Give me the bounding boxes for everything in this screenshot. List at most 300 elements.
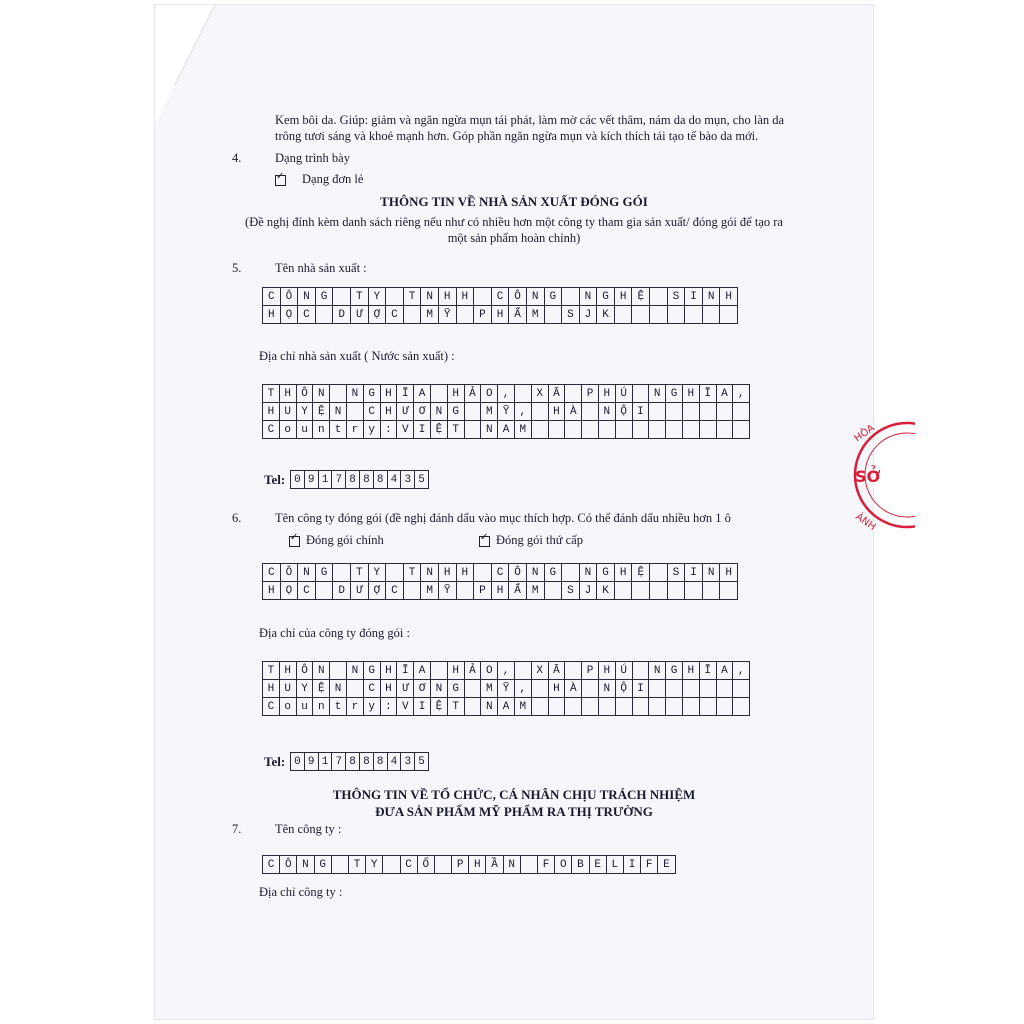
letter-box: M — [421, 306, 439, 324]
letter-box: J — [580, 306, 598, 324]
letter-box — [582, 680, 599, 698]
letter-box — [616, 698, 633, 716]
letter-box: U — [280, 403, 297, 421]
letter-box: Ú — [616, 662, 633, 680]
letter-box: J — [580, 582, 598, 600]
letter-box: H — [457, 288, 475, 306]
letter-box: Ã — [549, 385, 566, 403]
letter-box: H — [492, 306, 510, 324]
letter-box: 3 — [401, 753, 415, 771]
letter-box: Ô — [280, 856, 297, 874]
letter-box: P — [474, 306, 492, 324]
intro-line-1: Kem bôi da. Giúp: giảm và ngăn ngừa mụn tái phát, làm mờ các vết thâm, nám da do mụn, cho làn da — [275, 113, 785, 127]
letter-box — [457, 582, 475, 600]
letter-box: Ư — [351, 582, 369, 600]
letter-box — [668, 306, 686, 324]
letter-box: n — [313, 421, 330, 439]
letter-box — [649, 421, 666, 439]
letter-box: H — [599, 385, 616, 403]
letter-box: P — [452, 856, 469, 874]
letter-box: G — [545, 288, 563, 306]
letter-box — [474, 288, 492, 306]
letter-box: C — [492, 288, 510, 306]
letter-box: K — [597, 306, 615, 324]
letter-box: 7 — [332, 471, 346, 489]
letter-box — [532, 698, 549, 716]
letter-box: Ô — [297, 385, 314, 403]
stamp-text-top: HÒA — [852, 422, 877, 445]
letter-box: C — [298, 582, 316, 600]
letter-box: Ệ — [313, 680, 330, 698]
letter-box: 0 — [291, 753, 305, 771]
letter-box: F — [641, 856, 658, 874]
letter-box — [616, 421, 633, 439]
letter-box: B — [572, 856, 589, 874]
letter-box: T — [404, 564, 422, 582]
letter-box — [733, 698, 750, 716]
letter-box — [666, 698, 683, 716]
letter-box — [515, 662, 532, 680]
letter-box — [465, 403, 482, 421]
letter-box: N — [298, 564, 316, 582]
letter-box: 8 — [360, 471, 374, 489]
letter-box: L — [607, 856, 624, 874]
letter-box: N — [580, 564, 598, 582]
letter-box — [549, 698, 566, 716]
letter-box — [649, 680, 666, 698]
letter-box: Ả — [465, 385, 482, 403]
letter-box: O — [481, 385, 498, 403]
letter-box: I — [685, 288, 703, 306]
letter-box: N — [580, 288, 598, 306]
letter-box: A — [717, 385, 734, 403]
letter-box — [330, 662, 347, 680]
letter-box — [666, 403, 683, 421]
letter-box — [431, 662, 448, 680]
letter-box: T — [351, 564, 369, 582]
letter-box — [333, 564, 351, 582]
letter-box: T — [263, 385, 280, 403]
letter-box: Ộ — [616, 680, 633, 698]
letter-box: : — [381, 421, 398, 439]
letter-box: X — [532, 385, 549, 403]
letter-box: T — [349, 856, 366, 874]
letter-box — [330, 385, 347, 403]
letter-box — [545, 306, 563, 324]
letter-box: O — [555, 856, 572, 874]
letter-box: P — [582, 662, 599, 680]
letter-box: H — [280, 662, 297, 680]
letter-box: H — [549, 403, 566, 421]
letter-box: Ọ — [281, 306, 299, 324]
letter-box — [582, 421, 599, 439]
letter-box — [649, 698, 666, 716]
letter-box: N — [421, 564, 439, 582]
letter-box: o — [280, 421, 297, 439]
letter-box — [668, 582, 686, 600]
letter-box — [383, 856, 400, 874]
letter-box — [316, 306, 334, 324]
letter-box — [565, 421, 582, 439]
letter-box: M — [515, 421, 532, 439]
letter-box: N — [599, 680, 616, 698]
letter-box: M — [481, 680, 498, 698]
letter-box — [717, 403, 734, 421]
item5-number: 5. — [232, 261, 242, 275]
letter-box — [532, 680, 549, 698]
letter-box — [717, 421, 734, 439]
letter-box: V — [397, 421, 414, 439]
letter-box: S — [668, 288, 686, 306]
letter-box — [549, 421, 566, 439]
letter-box: N — [347, 385, 364, 403]
letter-box: u — [297, 421, 314, 439]
letter-box: G — [364, 385, 381, 403]
letter-box: H — [615, 564, 633, 582]
packer-name-grid — [262, 563, 738, 600]
letter-box: H — [720, 564, 738, 582]
letter-box: G — [315, 856, 332, 874]
letter-box — [465, 698, 482, 716]
stamp-text-mid: SỞ — [855, 467, 881, 486]
letter-box: N — [527, 288, 545, 306]
letter-box — [717, 698, 734, 716]
manufacturer-note-line-2: một sản phẩm hoàn chỉnh) — [447, 231, 581, 245]
item6-option-secondary — [479, 534, 583, 547]
letter-box: G — [666, 662, 683, 680]
letter-box: 4 — [388, 471, 402, 489]
letter-box: t — [330, 421, 347, 439]
letter-box — [565, 385, 582, 403]
letter-box: 8 — [374, 753, 388, 771]
letter-box: H — [615, 288, 633, 306]
letter-box: G — [448, 403, 465, 421]
item5-label: Tên nhà sản xuất : — [275, 261, 367, 275]
letter-box: A — [414, 662, 431, 680]
letter-box: I — [414, 421, 431, 439]
letter-box — [333, 288, 351, 306]
letter-box: N — [703, 288, 721, 306]
letter-box — [562, 288, 580, 306]
letter-box: H — [448, 385, 465, 403]
letter-box: G — [448, 680, 465, 698]
letter-box — [632, 582, 650, 600]
letter-box: H — [263, 680, 280, 698]
letter-box: 5 — [415, 753, 429, 771]
checkbox-checked-icon[interactable] — [479, 536, 490, 547]
letter-box: Ô — [509, 288, 527, 306]
letter-box: H — [263, 403, 280, 421]
letter-box — [457, 306, 475, 324]
letter-box: t — [330, 698, 347, 716]
checkbox-checked-icon[interactable] — [275, 175, 286, 186]
letter-box: S — [562, 582, 580, 600]
letter-box: N — [313, 385, 330, 403]
letter-box: Ỹ — [498, 403, 515, 421]
letter-box — [599, 698, 616, 716]
letter-box: A — [414, 385, 431, 403]
letter-box: Ô — [281, 288, 299, 306]
letter-box: V — [397, 698, 414, 716]
letter-box: Ợ — [369, 582, 387, 600]
letter-box: G — [316, 288, 334, 306]
letter-box — [431, 385, 448, 403]
letter-box: N — [298, 288, 316, 306]
letter-box: 8 — [346, 753, 360, 771]
letter-box — [733, 680, 750, 698]
letter-box — [565, 662, 582, 680]
letter-box: Ổ — [418, 856, 435, 874]
company-name-grid — [262, 855, 676, 874]
letter-box: T — [263, 662, 280, 680]
letter-box: E — [590, 856, 607, 874]
letter-box: G — [597, 288, 615, 306]
letter-box: Ỹ — [439, 582, 457, 600]
item5-tel-label: Tel: — [264, 472, 286, 487]
letter-box — [404, 582, 422, 600]
packer-tel-grid — [290, 752, 429, 771]
letter-box — [582, 698, 599, 716]
letter-box — [532, 403, 549, 421]
letter-box: N — [347, 662, 364, 680]
manufacturer-note-line-1: (Đề nghị đính kèm danh sách riêng nếu như có nhiều hơn một công ty tham gia sản xuất/ đóng gói để tạo ra — [245, 215, 783, 229]
letter-box: N — [599, 403, 616, 421]
letter-box — [650, 582, 668, 600]
responsible-section-title-2: ĐƯA SẢN PHẨM MỸ PHẨM RA THỊ TRƯỜNG — [375, 804, 653, 819]
item6-tel-label: Tel: — [264, 754, 286, 769]
letter-box: N — [481, 421, 498, 439]
letter-box: N — [330, 403, 347, 421]
letter-box — [700, 403, 717, 421]
letter-box: 0 — [291, 471, 305, 489]
letter-box: M — [421, 582, 439, 600]
letter-box: 9 — [305, 753, 319, 771]
letter-box: À — [565, 680, 582, 698]
letter-box: P — [474, 582, 492, 600]
letter-box: u — [297, 698, 314, 716]
letter-box: Ĩ — [397, 662, 414, 680]
letter-box: , — [498, 662, 515, 680]
letter-box: G — [364, 662, 381, 680]
letter-box: Ệ — [632, 288, 650, 306]
letter-box — [633, 698, 650, 716]
letter-box: Y — [369, 564, 387, 582]
letter-box: , — [515, 680, 532, 698]
letter-box — [683, 698, 700, 716]
letter-box: Ĩ — [700, 385, 717, 403]
letter-box — [633, 662, 650, 680]
letter-box: , — [733, 385, 750, 403]
letter-box: H — [599, 662, 616, 680]
letter-box: N — [421, 288, 439, 306]
letter-box: S — [668, 564, 686, 582]
letter-box: C — [401, 856, 418, 874]
letter-box — [733, 403, 750, 421]
letter-box: 1 — [319, 753, 333, 771]
letter-box: I — [624, 856, 641, 874]
letter-box: Y — [297, 403, 314, 421]
letter-box: Ẩ — [509, 306, 527, 324]
letter-box — [435, 856, 452, 874]
letter-box: Ợ — [369, 306, 387, 324]
letter-box: C — [364, 403, 381, 421]
letter-box: G — [597, 564, 615, 582]
letter-box: O — [481, 662, 498, 680]
manufacturer-address-grid — [262, 384, 750, 439]
letter-box: F — [538, 856, 555, 874]
letter-box: y — [364, 421, 381, 439]
letter-box — [700, 421, 717, 439]
responsible-section-title-1: THÔNG TIN VỀ TỔ CHỨC, CÁ NHÂN CHỊU TRÁCH NHIỆM — [332, 787, 696, 802]
letter-box: A — [498, 698, 515, 716]
letter-box: H — [720, 288, 738, 306]
letter-box — [650, 288, 668, 306]
letter-box — [650, 564, 668, 582]
checkbox-checked-icon[interactable] — [289, 536, 300, 547]
letter-box: M — [527, 306, 545, 324]
letter-box — [720, 306, 738, 324]
stamp-seal — [835, 410, 915, 540]
letter-box: Y — [369, 288, 387, 306]
letter-box: , — [498, 385, 515, 403]
letter-box — [633, 385, 650, 403]
packer-address-grid — [262, 661, 750, 716]
letter-box — [347, 680, 364, 698]
letter-box: H — [381, 680, 398, 698]
letter-box: N — [504, 856, 521, 874]
letter-box: C — [263, 564, 281, 582]
letter-box: M — [481, 403, 498, 421]
letter-box: 8 — [346, 471, 360, 489]
letter-box: Ô — [509, 564, 527, 582]
item6-label: Tên công ty đóng gói (đề nghị đánh dấu vào mục thích hợp. Có thể đánh dấu nhiều hơn 1 ô — [275, 511, 731, 525]
letter-box: r — [347, 421, 364, 439]
letter-box — [717, 680, 734, 698]
item6-option-primary-label: Đóng gói chính — [306, 533, 384, 547]
manufacturer-name-grid — [262, 287, 738, 324]
letter-box: , — [515, 403, 532, 421]
letter-box: Ọ — [281, 582, 299, 600]
letter-box: Ư — [397, 680, 414, 698]
letter-box — [650, 306, 668, 324]
letter-box: N — [431, 680, 448, 698]
letter-box — [465, 421, 482, 439]
letter-box: À — [565, 403, 582, 421]
letter-box: Ư — [351, 306, 369, 324]
letter-box: T — [448, 421, 465, 439]
letter-box: Y — [297, 680, 314, 698]
letter-box: T — [448, 698, 465, 716]
letter-box: N — [649, 385, 666, 403]
letter-box — [521, 856, 538, 874]
letter-box: I — [633, 403, 650, 421]
letter-box: 7 — [332, 753, 346, 771]
letter-box: 9 — [305, 471, 319, 489]
letter-box — [386, 288, 404, 306]
letter-box — [615, 582, 633, 600]
letter-box: C — [386, 582, 404, 600]
letter-box: A — [717, 662, 734, 680]
item7-address-label: Địa chỉ công ty : — [259, 885, 343, 899]
letter-box: 4 — [388, 753, 402, 771]
letter-box: C — [364, 680, 381, 698]
item6-number: 6. — [232, 511, 242, 525]
intro-line-2: trông tươi sáng và khoẻ mạnh hơn. Góp phần ngăn ngừa mụn và kích thích tái tạo tế bào da mới. — [275, 129, 759, 143]
letter-box — [599, 421, 616, 439]
letter-box — [465, 680, 482, 698]
item5-address-label: Địa chỉ nhà sản xuất ( Nước sản xuất) : — [259, 349, 455, 363]
letter-box — [545, 582, 563, 600]
letter-box — [316, 582, 334, 600]
letter-box — [700, 698, 717, 716]
letter-box: C — [492, 564, 510, 582]
item7-number: 7. — [232, 822, 242, 836]
letter-box — [565, 698, 582, 716]
letter-box — [474, 564, 492, 582]
letter-box — [532, 421, 549, 439]
letter-box: E — [658, 856, 675, 874]
letter-box: Ệ — [431, 698, 448, 716]
letter-box — [685, 306, 703, 324]
stamp-text-bot: ÀNH — [853, 511, 878, 533]
letter-box: Ư — [397, 403, 414, 421]
letter-box: N — [313, 662, 330, 680]
letter-box: H — [457, 564, 475, 582]
letter-box — [562, 564, 580, 582]
letter-box: Y — [366, 856, 383, 874]
letter-box — [582, 403, 599, 421]
letter-box: : — [381, 698, 398, 716]
letter-box: N — [481, 698, 498, 716]
letter-box: N — [431, 403, 448, 421]
letter-box — [615, 306, 633, 324]
item6-option-secondary-label: Đóng gói thứ cấp — [496, 533, 583, 547]
letter-box: G — [666, 385, 683, 403]
letter-box: H — [683, 385, 700, 403]
item4-option-label: Dạng đơn lẻ — [302, 172, 364, 186]
letter-box: Ơ — [414, 403, 431, 421]
item4-label: Dạng trình bày — [275, 151, 350, 165]
letter-box: N — [527, 564, 545, 582]
letter-box: r — [347, 698, 364, 716]
letter-box: C — [386, 306, 404, 324]
letter-box: Ả — [465, 662, 482, 680]
letter-box — [347, 403, 364, 421]
letter-box — [683, 421, 700, 439]
letter-box: T — [351, 288, 369, 306]
letter-box: H — [439, 288, 457, 306]
letter-box: D — [333, 306, 351, 324]
letter-box — [720, 582, 738, 600]
letter-box: P — [582, 385, 599, 403]
letter-box: H — [263, 306, 281, 324]
letter-box — [649, 403, 666, 421]
letter-box: H — [280, 385, 297, 403]
letter-box — [683, 403, 700, 421]
letter-box: H — [448, 662, 465, 680]
letter-box: Ĩ — [397, 385, 414, 403]
letter-box: Ệ — [313, 403, 330, 421]
letter-box: N — [703, 564, 721, 582]
letter-box: H — [263, 582, 281, 600]
letter-box — [703, 306, 721, 324]
manufacturer-section-title: THÔNG TIN VỀ NHÀ SẢN XUẤT ĐÓNG GÓI — [380, 194, 648, 209]
letter-box — [632, 306, 650, 324]
letter-box: 3 — [401, 471, 415, 489]
letter-box: I — [685, 564, 703, 582]
letter-box: H — [683, 662, 700, 680]
letter-box: Ệ — [632, 564, 650, 582]
